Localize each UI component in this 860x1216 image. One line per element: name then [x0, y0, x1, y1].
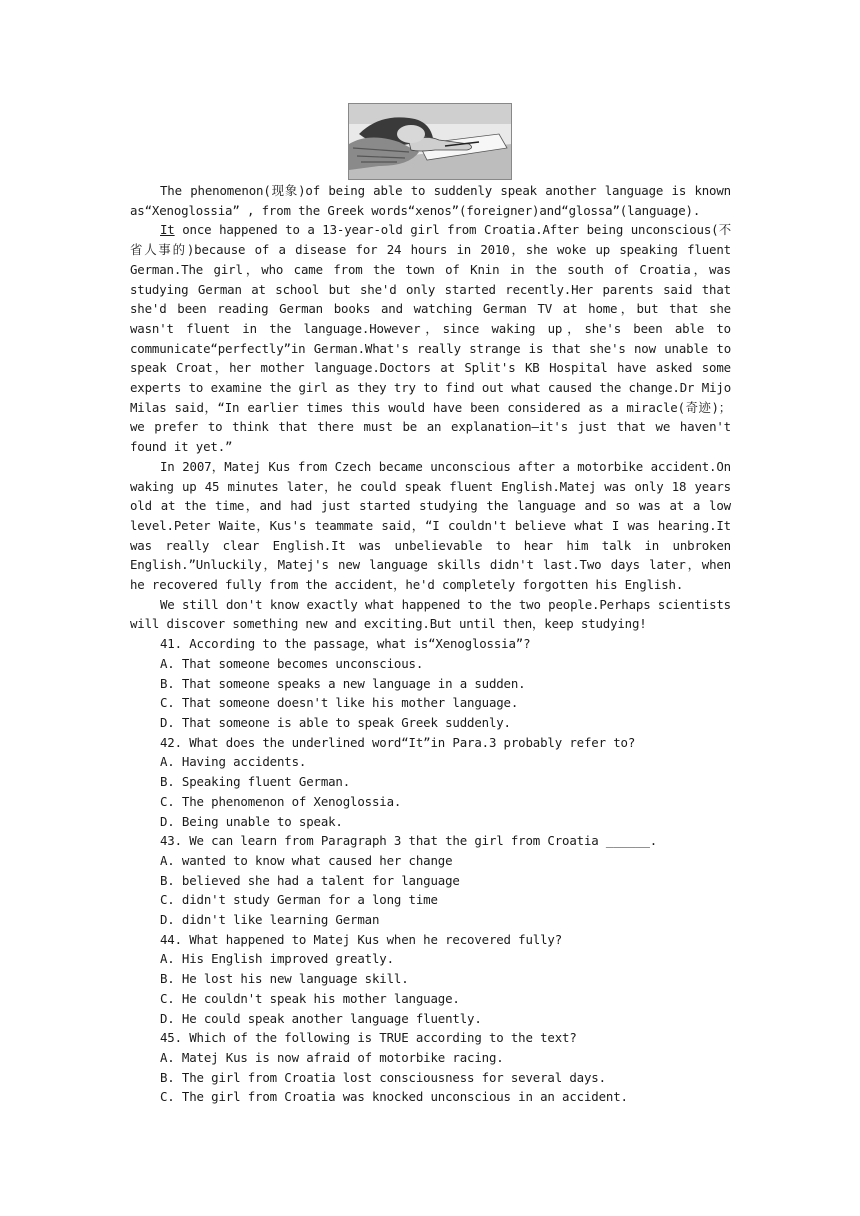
answer-option: D. That someone is able to speak Greek suddenly. [160, 714, 511, 730]
passage-paragraph-3: In 2007，Matej Kus from Czech became unconscious after a motorbike accident.On waking up 45 minutes later，he could speak fluent English.Matej was only 18 years old at the time，and had just started studying the language and so was at a low level.Peter Waite，Kus's teammate said，“I couldn't believe what I was hearing.It was really clear English.It was unbelievable to hear him talk in unbroken English.”Unluckily，Matej's new language skills didn't last.Two days later，when he recovered fully from the accident，he'd completely forgotten his English. [130, 458, 731, 593]
answer-option: C. He couldn't speak his mother language. [160, 990, 460, 1006]
question-45 [130, 1028, 731, 1107]
answer-option: B. believed she had a talent for language [160, 872, 460, 888]
answer-option: C. The phenomenon of Xenoglossia. [160, 793, 402, 809]
question-44 [130, 930, 731, 1029]
answer-option: B. Speaking fluent German. [160, 774, 351, 790]
answer-option: A. His English improved greatly. [160, 951, 394, 967]
answer-option: D. Being unable to speak. [160, 813, 343, 829]
passage-paragraph-2-text: once happened to a 13-year-old girl from Croatia.After being unconscious(不省人事的)because of a disease for 24 hours in 2010，she woke up speaking fluent German.The girl，who came from the town of Knin in the south of Croatia，was studying German at school but she'd only started recently.Her parents said that she'd been reading German books and watching German TV at home，but that she wasn't fluent in the language.However，since waking up，she's been able to communicate“perfectly”in German.What's really strange is that she's now unable to speak Croat，her mother language.Doctors at Split's KB Hospital have asked some experts to examine the girl as they try to find out what caused the change.Dr Mijo Milas said，“In earlier times this would have been considered as a miracle(奇迹)；we prefer to think that there must be an explanation—it's just that we haven't found it yet.” [130, 222, 731, 455]
answer-option: D. He could speak another language fluently. [160, 1010, 482, 1026]
photo-illustration [349, 104, 511, 179]
passage-paragraph-2 [130, 220, 731, 456]
underlined-it: It [160, 222, 175, 238]
answer-option: A. Having accidents. [160, 754, 307, 770]
question-43 [130, 831, 731, 930]
answer-option: C. The girl from Croatia was knocked unconscious in an accident. [160, 1089, 628, 1105]
answer-option: B. That someone speaks a new language in a sudden. [160, 675, 526, 691]
question-41 [130, 634, 731, 733]
answer-option: D. didn't like learning German [160, 912, 380, 928]
question-stem: 44. What happened to Matej Kus when he recovered fully? [160, 931, 563, 947]
question-stem: 42. What does the underlined word“It”in Para.3 probably refer to? [160, 734, 636, 750]
answer-option: C. didn't study German for a long time [160, 892, 438, 908]
passage-paragraph-4: We still don't know exactly what happened to the two people.Perhaps scientists will discover something new and exciting.But until then，keep studying! [130, 596, 731, 632]
question-stem: 41. According to the passage，what is“Xenoglossia”? [160, 636, 531, 652]
worksheet-page [130, 103, 731, 1107]
question-stem: 43. We can learn from Paragraph 3 that the girl from Croatia ______. [160, 833, 658, 849]
passage-paragraph-1: The phenomenon(现象)of being able to suddenly speak another language is known as“Xenoglossia” , from the Greek words“xenos”(foreigner)and“glossa”(language). [130, 183, 731, 218]
question-42 [130, 733, 731, 832]
question-stem: 45. Which of the following is TRUE according to the text? [160, 1030, 577, 1046]
answer-option: B. He lost his new language skill. [160, 971, 409, 987]
answer-option: A. wanted to know what caused her change [160, 852, 453, 868]
sleeping-student-photo [348, 103, 512, 180]
answer-option: A. That someone becomes unconscious. [160, 655, 424, 671]
answer-option: C. That someone doesn't like his mother language. [160, 695, 519, 711]
answer-option: B. The girl from Croatia lost consciousness for several days. [160, 1069, 606, 1085]
answer-option: A. Matej Kus is now afraid of motorbike racing. [160, 1049, 504, 1065]
